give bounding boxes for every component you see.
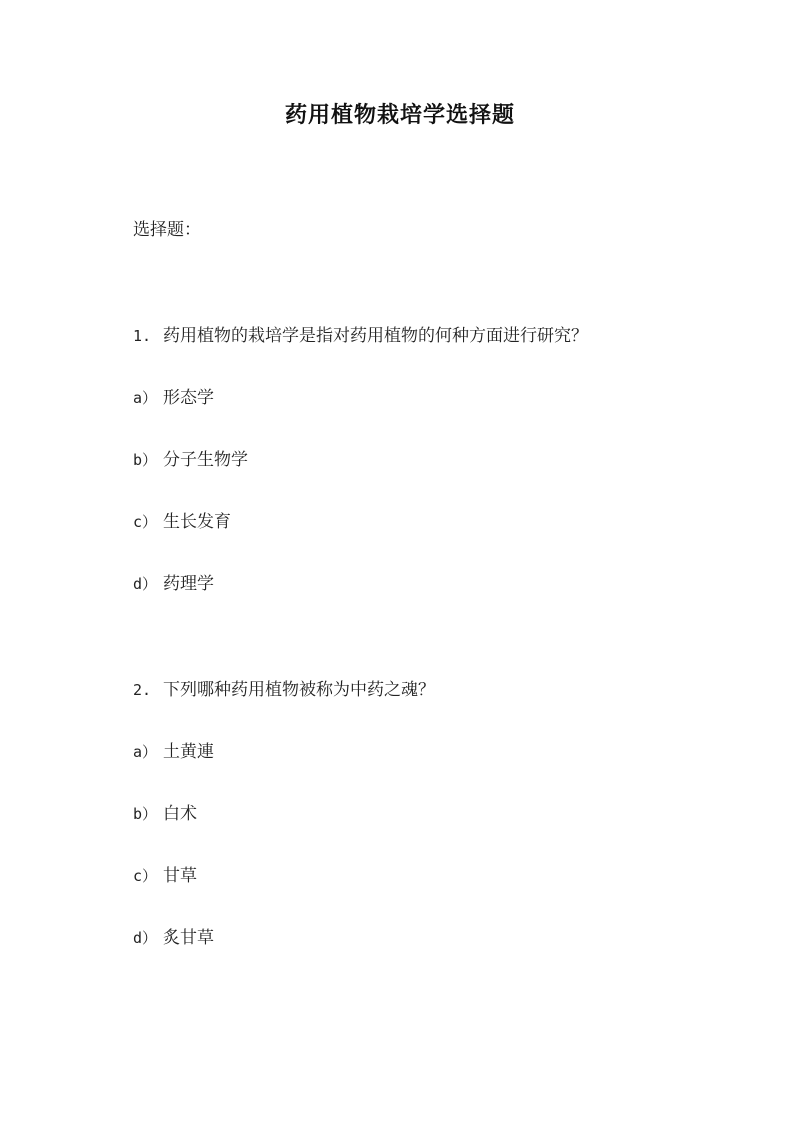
option-text: 白术: [163, 804, 197, 824]
option-marker: a）: [133, 389, 158, 407]
section-label: 选择题：: [133, 220, 201, 240]
question-2: [133, 679, 435, 701]
option-text: 形态学: [163, 388, 214, 408]
question-2-option-d: [133, 927, 214, 949]
question-2-option-c: [133, 865, 197, 887]
question-2-option-b: [133, 803, 197, 825]
question-2-option-a: [133, 741, 214, 763]
question-number: 2.: [133, 681, 152, 699]
option-marker: d）: [133, 929, 158, 947]
question-number: 1.: [133, 327, 152, 345]
question-1-option-b: [133, 449, 248, 471]
question-1-option-a: [133, 387, 214, 409]
question-1: [133, 325, 588, 347]
question-1-option-d: [133, 573, 214, 595]
option-marker: b）: [133, 451, 158, 469]
option-text: 药理学: [163, 574, 214, 594]
option-marker: b）: [133, 805, 158, 823]
option-marker: c）: [133, 513, 158, 531]
option-marker: d）: [133, 575, 158, 593]
option-text: 土黄連: [163, 742, 214, 762]
option-text: 炙甘草: [163, 928, 214, 948]
option-text: 生长发育: [163, 512, 231, 532]
question-text: 下列哪种药用植物被称为中药之魂？: [163, 680, 435, 700]
question-1-option-c: [133, 511, 231, 533]
option-text: 分子生物学: [163, 450, 248, 470]
option-marker: a）: [133, 743, 158, 761]
option-marker: c）: [133, 867, 158, 885]
option-text: 甘草: [163, 866, 197, 886]
question-text: 药用植物的栽培学是指对药用植物的何种方面进行研究？: [163, 326, 588, 346]
document-title: 药用植物栽培学选择题: [284, 102, 515, 128]
